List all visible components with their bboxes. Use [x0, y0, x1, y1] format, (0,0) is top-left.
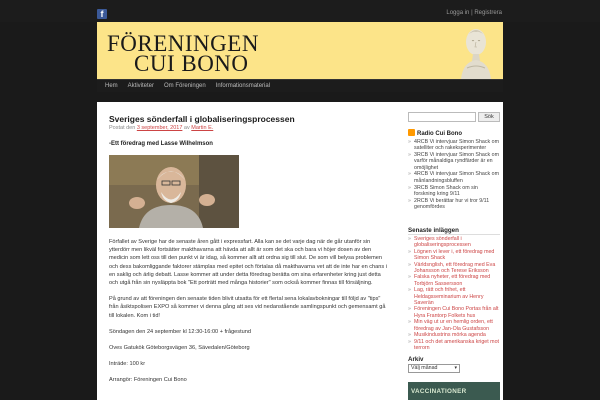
- content-area: [97, 102, 503, 400]
- radio-item[interactable]: » 3RCB Vi intervjuar Simon Shack om varför månaldiga ryndfärder är en omöjlighet: [408, 152, 500, 171]
- recent-post-link[interactable]: » Föreningen Cui Bono Portas från alt Hyra Frantorp Folkets hus: [408, 306, 500, 319]
- radio-widget-title: [408, 129, 500, 137]
- search-button[interactable]: Sök: [478, 112, 500, 122]
- post-paragraph: Arrangör: Föreningen Cui Bono: [109, 377, 187, 384]
- recent-post-link[interactable]: » Sveriges sönderfall i globaliseringsprocessen: [408, 236, 500, 249]
- account-links: [446, 10, 502, 16]
- vaccinations-banner[interactable]: VACCINATIONER: [408, 382, 500, 400]
- nav-item-informationsmaterial[interactable]: Informationsmaterial: [215, 83, 271, 89]
- post-meta: [109, 125, 389, 131]
- recent-post-link[interactable]: » Lögnen vi lever i, ett föredrag med Simon Shack: [408, 249, 500, 262]
- recent-post-link[interactable]: » Världsnglish, ett föredrag med Eva Johansson och Terese Eriksson: [408, 262, 500, 275]
- post-meta-prefix: Postat den: [109, 125, 136, 131]
- post-paragraph: På grund av att föreningen den senaste tiden blivit utsatta för ett flertal sena lokalavbokningar till följd av "tips" från åsiktspolisen EXPO så kommer vi denna gång att ses vid nedanstående samlingspunkt och gemensamt gå till lokalen. Kom i tid!: [109, 296, 386, 319]
- post-paragraph: Förfallet av Sverige har de senaste åren gått i expressfart. Alla kan se det varje dag när de går utanför sin ytterdörr men likväl fortsätter makthavarna att hävda att allt är som det ska och bara vi höjer dosen av den medicin som lett oss till den punkt vi är idag, så kommer allt att ordna sig till slut. De som vill belysa problemen och dess bakomliggande faktorer stämplas med epitet och förtalas då makthavarna vet att de inte har en chans i en saklig och ärlig debatt. Lasse kommer att under detta föredrag berätta om sina erfarenheter kring just detta och utgå från sin nysläppta bok "Ett porträtt med många historier" som också kommer finnas till försäljning.: [109, 239, 387, 287]
- post-author-link[interactable]: Martin E.: [191, 125, 214, 131]
- rss-icon[interactable]: [408, 129, 415, 136]
- post-date-link[interactable]: 3 september, 2017: [136, 125, 183, 131]
- nav-item-om-foreningen[interactable]: Om Föreningen: [164, 83, 206, 89]
- post-subtitle: -Ett föredrag med Lasse Wilhelmson: [109, 141, 213, 147]
- site-logo-line2[interactable]: CUI BONO: [134, 51, 249, 76]
- archive-title: Arkiv: [408, 356, 424, 363]
- main-nav: [97, 79, 503, 92]
- post-paragraph: Inträde: 100 kr: [109, 361, 146, 368]
- facebook-icon[interactable]: f: [97, 9, 107, 19]
- speaker-photo: [109, 155, 239, 228]
- recent-post-link[interactable]: » 9/11 och det amerikanska kriget mot terrorn: [408, 339, 500, 352]
- bust-icon: [455, 24, 497, 79]
- top-bar: [0, 0, 600, 22]
- post-title[interactable]: Sveriges sönderfall i globaliseringsprocessen: [109, 114, 295, 124]
- nav-item-aktiviteter[interactable]: Aktiviteter: [127, 83, 155, 89]
- radio-list: [408, 139, 500, 211]
- radio-title-label[interactable]: Radio Cui Bono: [417, 131, 462, 137]
- recent-posts-title: Senaste inläggen: [408, 227, 500, 235]
- post-paragraph: Söndagen den 24 september kl 12:30-16:00 + frågestund: [109, 328, 251, 335]
- site-header: [97, 22, 503, 79]
- radio-item[interactable]: » 2RCB Vi berättar hur vi tror 9/11 genomfördes: [408, 198, 500, 211]
- recent-post-link[interactable]: » Falska nyheter, ett föredrag med Torbjörn Sassersson: [408, 274, 500, 287]
- recent-post-link[interactable]: » Min väg ut ur en hemlig orden, ett föredrag av Jan-Ola Gustafsson: [408, 319, 500, 332]
- login-link[interactable]: Logga in: [446, 10, 470, 16]
- archive-select[interactable]: Välj månad ▾: [408, 364, 460, 373]
- account-separator: |: [469, 10, 475, 16]
- post-paragraph: Oves Gatukök Göteborgsvägen 36, Sävedalen/Göteborg: [109, 345, 250, 352]
- recent-posts-list: [408, 236, 500, 351]
- register-link[interactable]: Registrera: [474, 10, 502, 16]
- radio-item[interactable]: » 4RCB Vi intervjuar Simon Shack om månlandningsbluffen: [408, 171, 500, 184]
- recent-post-link[interactable]: » Lag, rätt och frihet, ett Heldagsseminarium av Henry Saverän: [408, 287, 500, 306]
- recent-post-link[interactable]: » Musikindustrins mörka agenda: [408, 332, 500, 338]
- radio-item[interactable]: » 3RCB Simon Shack om sin forskning kring 9/11: [408, 185, 500, 198]
- post-meta-by: av: [183, 125, 190, 131]
- site-logo-line1[interactable]: FÖRENINGEN: [107, 31, 259, 56]
- search-input[interactable]: [408, 112, 476, 122]
- nav-item-hem[interactable]: Hem: [105, 83, 118, 89]
- main-column: [109, 114, 389, 385]
- radio-item[interactable]: » 4RCB Vi intervjuar Simon Shack om satelliter och rakeksperimenter: [408, 139, 500, 152]
